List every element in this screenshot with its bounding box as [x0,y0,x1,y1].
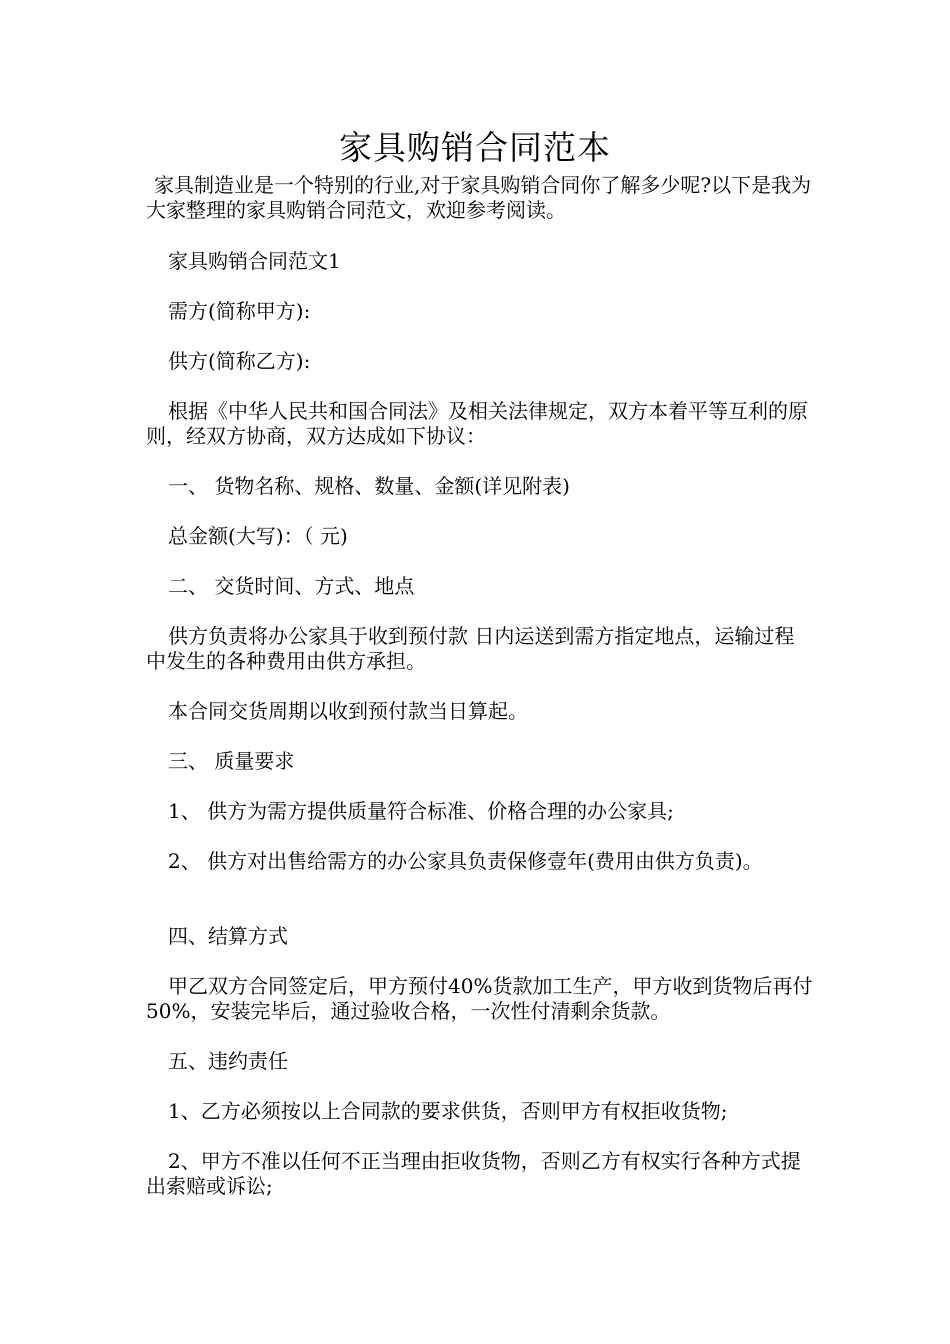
delivery-period-line: 本合同交货周期以收到预付款当日算起。 [168,699,528,723]
document-title: 家具购销合同范本 [339,128,611,167]
intro-paragraph: 家具制造业是一个特别的行业,对于家具购销合同你了解多少呢?以下是我为大家整理的家具购销合同范文，欢迎参考阅读。 [146,173,812,222]
party-a-line: 需方(简称甲方): [168,299,311,323]
quality-item-1: 1、 供方为需方提供质量符合标准、价格合理的办公家具; [168,799,674,823]
delivery-paragraph: 供方负责将办公家具于收到预付款 日内运送到需方指定地点，运输过程中发生的各种费用由供方承担。 [146,624,795,673]
party-b-line: 供方(简称乙方): [168,349,311,373]
clause-2-heading: 二、 交货时间、方式、地点 [168,574,415,598]
payment-paragraph: 甲乙双方合同签定后，甲方预付40%货款加工生产，甲方收到货物后再付50%，安装完毕后，通过验收合格，一次性付清剩余货款。 [146,974,813,1023]
clause-5-heading: 五、违约责任 [168,1049,288,1073]
clause-4-heading: 四、结算方式 [168,924,288,948]
total-amount-line: 总金额(大写)：（ 元) [168,524,348,548]
clause-1-heading: 一、 货物名称、规格、数量、金额(详见附表) [168,474,570,498]
liability-item-1: 1、乙方必须按以上合同款的要求供货，否则甲方有权拒收货物; [168,1099,728,1123]
clause-3-heading: 三、 质量要求 [168,749,295,773]
section-heading-sample-1: 家具购销合同范文1 [168,249,341,273]
legal-basis-paragraph: 根据《中华人民共和国合同法》及相关法律规定，双方本着平等互利的原则，经双方协商，双方达成如下协议： [146,399,808,448]
liability-item-2: 2、甲方不准以任何不正当理由拒收货物，否则乙方有权实行各种方式提出索赔或诉讼; [146,1149,801,1198]
quality-item-2: 2、 供方对出售给需方的办公家具负责保修壹年(费用由供方负责)。 [168,849,763,873]
